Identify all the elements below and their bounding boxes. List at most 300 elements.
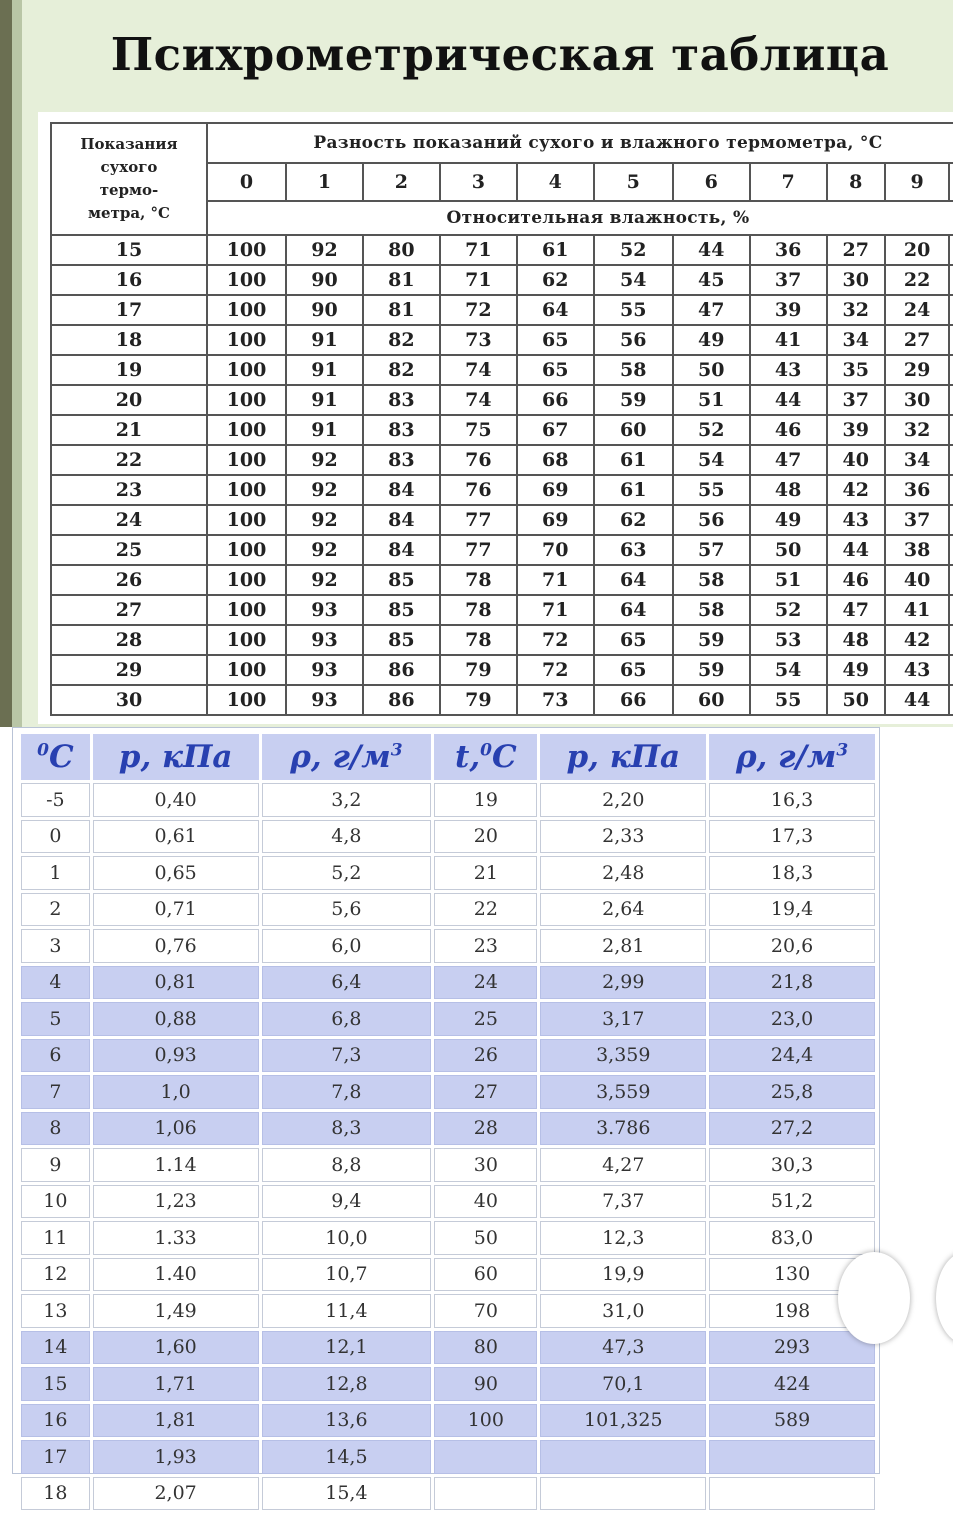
- saturation-cell: 130: [709, 1258, 875, 1292]
- saturation-cell: 1: [21, 856, 90, 890]
- humidity-cell: 37: [750, 265, 827, 295]
- saturation-cell: 5,6: [262, 893, 432, 927]
- humidity-cell: 40: [827, 445, 885, 475]
- saturation-cell: 24: [434, 966, 537, 1000]
- humidity-cell: 78: [440, 565, 517, 595]
- humidity-cell: 100: [207, 685, 286, 715]
- humidity-cell: 100: [207, 595, 286, 625]
- humidity-cell: 32: [827, 295, 885, 325]
- table-row: [51, 295, 953, 325]
- humidity-cell: 49: [750, 505, 827, 535]
- relative-humidity-header: Относительная влажность, %: [207, 201, 953, 235]
- humidity-cell: 67: [517, 415, 594, 445]
- humidity-cell: 74: [440, 385, 517, 415]
- saturation-cell: 0,88: [93, 1002, 259, 1036]
- humidity-cell: 62: [517, 265, 594, 295]
- humidity-cell: 100: [207, 385, 286, 415]
- saturation-cell: 6,8: [262, 1002, 432, 1036]
- difference-header: Разность показаний сухого и влажного термометра, °C: [207, 123, 953, 163]
- saturation-cell: 27: [434, 1075, 537, 1109]
- saturation-cell: 12: [21, 1258, 90, 1292]
- saturation-cell: 293: [709, 1331, 875, 1365]
- table-row: [51, 565, 953, 595]
- saturation-cell: 0,40: [93, 783, 259, 817]
- saturation-cell: 27,2: [709, 1112, 875, 1146]
- humidity-cell: 71: [440, 265, 517, 295]
- humidity-cell: 92: [286, 235, 363, 265]
- saturation-cell: [709, 1440, 875, 1474]
- saturation-cell: 5: [21, 1002, 90, 1036]
- saturation-cell: 2: [21, 893, 90, 927]
- humidity-cell: 61: [594, 475, 673, 505]
- saturation-cell: [540, 1477, 706, 1511]
- humidity-cell: 20: [885, 235, 949, 265]
- saturation-cell: 1,81: [93, 1404, 259, 1438]
- page-title: Психрометрическая таблица: [110, 28, 890, 81]
- header-after: C: [492, 739, 517, 775]
- humidity-cell: 30: [885, 385, 949, 415]
- humidity-cell: 43: [885, 655, 949, 685]
- humidity-cell: 29: [885, 355, 949, 385]
- humidity-cell: 84: [363, 505, 440, 535]
- humidity-cell: 44: [885, 685, 949, 715]
- humidity-cell: 47: [827, 595, 885, 625]
- saturation-cell: 5,2: [262, 856, 432, 890]
- empty-cell: [949, 415, 953, 445]
- humidity-cell: 52: [673, 415, 750, 445]
- saturation-cell: 31,0: [540, 1294, 706, 1328]
- humidity-cell: 58: [673, 595, 750, 625]
- empty-cell: [949, 235, 953, 265]
- empty-cell: [949, 685, 953, 715]
- humidity-cell: 46: [827, 565, 885, 595]
- humidity-cell: 65: [517, 325, 594, 355]
- saturation-cell: 0,71: [93, 893, 259, 927]
- humidity-cell: 44: [827, 535, 885, 565]
- saturation-cell: 17,3: [709, 820, 875, 854]
- humidity-cell: 82: [363, 355, 440, 385]
- empty-cell: [949, 565, 953, 595]
- saturation-cell: 19: [434, 783, 537, 817]
- psychrometric-table: [50, 122, 953, 716]
- saturation-cell: 20,6: [709, 929, 875, 963]
- humidity-cell: 100: [207, 295, 286, 325]
- saturation-cell: 14: [21, 1331, 90, 1365]
- empty-cell: [949, 595, 953, 625]
- saturation-cell: 7,8: [262, 1075, 432, 1109]
- humidity-cell: 38: [885, 535, 949, 565]
- saturation-cell: 30: [434, 1148, 537, 1182]
- table-row: [21, 1294, 875, 1328]
- saturation-header-cell: [540, 734, 706, 780]
- empty-cell: [949, 475, 953, 505]
- saturation-header-cell: [434, 734, 537, 780]
- humidity-cell: 76: [440, 475, 517, 505]
- saturation-cell: 424: [709, 1367, 875, 1401]
- empty-cell: [949, 265, 953, 295]
- saturation-cell: 80: [434, 1331, 537, 1365]
- saturation-cell: 1,06: [93, 1112, 259, 1146]
- table-row: [21, 1367, 875, 1401]
- humidity-cell: 91: [286, 325, 363, 355]
- saturation-cell: 1.33: [93, 1221, 259, 1255]
- left-decor-strip-light: [12, 0, 22, 727]
- table-row: [51, 475, 953, 505]
- saturation-cell: 1,49: [93, 1294, 259, 1328]
- humidity-cell: 34: [885, 445, 949, 475]
- humidity-cell: 52: [594, 235, 673, 265]
- humidity-cell: 91: [286, 385, 363, 415]
- table-row: [51, 595, 953, 625]
- humidity-cell: 64: [594, 595, 673, 625]
- saturation-cell: 8: [21, 1112, 90, 1146]
- saturation-header-cell: [93, 734, 259, 780]
- corner-line: сухого: [100, 158, 158, 176]
- humidity-cell: 86: [363, 685, 440, 715]
- humidity-cell: 39: [827, 415, 885, 445]
- saturation-cell: 3,359: [540, 1039, 706, 1073]
- humidity-cell: 92: [286, 505, 363, 535]
- saturation-cell: 30,3: [709, 1148, 875, 1182]
- saturation-cell: 1.40: [93, 1258, 259, 1292]
- humidity-cell: 65: [517, 355, 594, 385]
- humidity-cell: 92: [286, 535, 363, 565]
- humidity-cell: 91: [286, 415, 363, 445]
- diff-cell: 1: [286, 163, 363, 201]
- diff-cell: 6: [673, 163, 750, 201]
- humidity-cell: 82: [363, 325, 440, 355]
- humidity-cell: 37: [827, 385, 885, 415]
- humidity-cell: 70: [517, 535, 594, 565]
- saturation-cell: 0,65: [93, 856, 259, 890]
- humidity-cell: 77: [440, 535, 517, 565]
- overlay-circle-edge[interactable]: [936, 1252, 953, 1344]
- humidity-cell: 42: [827, 475, 885, 505]
- table-row: [51, 445, 953, 475]
- dry-temp-cell: 20: [51, 385, 207, 415]
- table-row: [51, 235, 953, 265]
- saturation-cell: -5: [21, 783, 90, 817]
- table-row: [21, 1112, 875, 1146]
- humidity-cell: 45: [673, 265, 750, 295]
- humidity-cell: 92: [286, 445, 363, 475]
- saturation-cell: 11: [21, 1221, 90, 1255]
- saturation-cell: 13: [21, 1294, 90, 1328]
- saturation-cell: 3.786: [540, 1112, 706, 1146]
- humidity-cell: 78: [440, 595, 517, 625]
- empty-cell: [949, 625, 953, 655]
- humidity-cell: 56: [673, 505, 750, 535]
- saturation-cell: 70: [434, 1294, 537, 1328]
- humidity-cell: 41: [885, 595, 949, 625]
- saturation-cell: 25,8: [709, 1075, 875, 1109]
- saturation-cell: 3,2: [262, 783, 432, 817]
- humidity-cell: 78: [440, 625, 517, 655]
- humidity-cell: 83: [363, 385, 440, 415]
- saturation-cell: 23: [434, 929, 537, 963]
- saturation-cell: 6: [21, 1039, 90, 1073]
- saturation-cell: 2,64: [540, 893, 706, 927]
- humidity-cell: 30: [827, 265, 885, 295]
- humidity-cell: 37: [885, 505, 949, 535]
- diff-cell: 7: [750, 163, 827, 201]
- table-row: [21, 1258, 875, 1292]
- saturation-cell: 9: [21, 1148, 90, 1182]
- dry-thermometer-header: [51, 123, 207, 235]
- humidity-cell: 43: [750, 355, 827, 385]
- humidity-cell: 63: [594, 535, 673, 565]
- humidity-cell: 36: [885, 475, 949, 505]
- saturation-cell: 10,0: [262, 1221, 432, 1255]
- humidity-cell: 100: [207, 445, 286, 475]
- saturation-cell: 6,0: [262, 929, 432, 963]
- saturation-cell: 60: [434, 1258, 537, 1292]
- humidity-cell: 100: [207, 325, 286, 355]
- table-row: [21, 966, 875, 1000]
- saturation-cell: 2,99: [540, 966, 706, 1000]
- left-decor-strip: [0, 0, 12, 727]
- humidity-cell: 64: [594, 565, 673, 595]
- header-base: ρ, г/м: [735, 739, 837, 775]
- humidity-cell: 61: [594, 445, 673, 475]
- table-row: [51, 535, 953, 565]
- humidity-cell: 51: [750, 565, 827, 595]
- saturation-cell: 70,1: [540, 1367, 706, 1401]
- humidity-cell: 66: [517, 385, 594, 415]
- saturation-cell: 4,8: [262, 820, 432, 854]
- saturation-header-row: [21, 734, 875, 780]
- humidity-cell: 49: [827, 655, 885, 685]
- table-row: [21, 1477, 875, 1511]
- humidity-cell: 93: [286, 655, 363, 685]
- empty-cell: [949, 535, 953, 565]
- humidity-cell: 62: [594, 505, 673, 535]
- saturation-cell: [540, 1440, 706, 1474]
- dry-temp-cell: 17: [51, 295, 207, 325]
- saturation-cell: 7,37: [540, 1185, 706, 1219]
- humidity-cell: 59: [673, 625, 750, 655]
- humidity-cell: 27: [885, 325, 949, 355]
- humidity-cell: 100: [207, 235, 286, 265]
- humidity-cell: 86: [363, 655, 440, 685]
- humidity-cell: 24: [885, 295, 949, 325]
- humidity-cell: 48: [827, 625, 885, 655]
- saturation-cell: 16: [21, 1404, 90, 1438]
- humidity-cell: 84: [363, 535, 440, 565]
- humidity-cell: 69: [517, 475, 594, 505]
- saturation-cell: 8,8: [262, 1148, 432, 1182]
- dry-temp-cell: 15: [51, 235, 207, 265]
- saturation-header-cell: [262, 734, 432, 780]
- header-base: p, кПа: [118, 739, 233, 775]
- empty-cell: [949, 325, 953, 355]
- humidity-cell: 41: [750, 325, 827, 355]
- humidity-cell: 61: [517, 235, 594, 265]
- empty-cell: [949, 505, 953, 535]
- table-row: [51, 385, 953, 415]
- humidity-cell: 65: [594, 625, 673, 655]
- humidity-cell: 93: [286, 625, 363, 655]
- humidity-cell: 71: [517, 595, 594, 625]
- table-row: [21, 1404, 875, 1438]
- humidity-cell: 92: [286, 475, 363, 505]
- humidity-cell: 55: [594, 295, 673, 325]
- saturation-cell: 28: [434, 1112, 537, 1146]
- header-sup: 3: [836, 740, 849, 761]
- humidity-cell: 71: [517, 565, 594, 595]
- empty-cell: [949, 355, 953, 385]
- humidity-cell: 92: [286, 565, 363, 595]
- diff-cell: 4: [517, 163, 594, 201]
- humidity-cell: 71: [440, 235, 517, 265]
- humidity-cell: 85: [363, 565, 440, 595]
- saturation-cell: 0: [21, 820, 90, 854]
- humidity-cell: 60: [673, 685, 750, 715]
- saturation-cell: [434, 1477, 537, 1511]
- dry-temp-cell: 23: [51, 475, 207, 505]
- corner-line: термо-: [99, 181, 159, 199]
- saturation-cell: 2,20: [540, 783, 706, 817]
- table-row: [51, 655, 953, 685]
- saturation-cell: 1,93: [93, 1440, 259, 1474]
- table-row: [21, 1002, 875, 1036]
- saturation-cell: 18: [21, 1477, 90, 1511]
- psy-header-row: [51, 123, 953, 163]
- humidity-cell: 93: [286, 595, 363, 625]
- humidity-cell: 40: [885, 565, 949, 595]
- saturation-cell: 589: [709, 1404, 875, 1438]
- saturation-cell: 0,81: [93, 966, 259, 1000]
- saturation-cell: 21,8: [709, 966, 875, 1000]
- saturation-cell: 3,17: [540, 1002, 706, 1036]
- humidity-cell: 72: [440, 295, 517, 325]
- humidity-cell: 93: [286, 685, 363, 715]
- humidity-cell: 35: [827, 355, 885, 385]
- saturation-cell: 23,0: [709, 1002, 875, 1036]
- dry-temp-cell: 25: [51, 535, 207, 565]
- saturation-cell: 19,9: [540, 1258, 706, 1292]
- saturation-cell: 26: [434, 1039, 537, 1073]
- humidity-cell: 83: [363, 415, 440, 445]
- saturation-table: [18, 731, 878, 1513]
- saturation-cell: [709, 1477, 875, 1511]
- saturation-cell: 90: [434, 1367, 537, 1401]
- dry-temp-cell: 16: [51, 265, 207, 295]
- header-after: C: [48, 739, 74, 775]
- humidity-cell: 85: [363, 595, 440, 625]
- saturation-cell: 3,559: [540, 1075, 706, 1109]
- humidity-cell: 81: [363, 265, 440, 295]
- saturation-cell: 40: [434, 1185, 537, 1219]
- humidity-cell: 81: [363, 295, 440, 325]
- humidity-cell: 79: [440, 655, 517, 685]
- table-row: [21, 1148, 875, 1182]
- humidity-cell: 50: [673, 355, 750, 385]
- saturation-cell: 1,71: [93, 1367, 259, 1401]
- humidity-cell: 32: [885, 415, 949, 445]
- humidity-cell: 44: [673, 235, 750, 265]
- humidity-cell: 79: [440, 685, 517, 715]
- humidity-cell: 59: [594, 385, 673, 415]
- humidity-cell: 59: [673, 655, 750, 685]
- humidity-cell: 50: [750, 535, 827, 565]
- saturation-cell: 15,4: [262, 1477, 432, 1511]
- saturation-cell: 2,33: [540, 820, 706, 854]
- humidity-cell: 100: [207, 655, 286, 685]
- humidity-cell: 73: [517, 685, 594, 715]
- humidity-cell: 56: [594, 325, 673, 355]
- humidity-cell: 46: [750, 415, 827, 445]
- table-row: [21, 1039, 875, 1073]
- overlay-circle[interactable]: [838, 1252, 910, 1344]
- header-base: t,: [455, 739, 481, 775]
- saturation-cell: 1,0: [93, 1075, 259, 1109]
- saturation-cell: [434, 1440, 537, 1474]
- humidity-cell: 100: [207, 505, 286, 535]
- humidity-cell: 51: [673, 385, 750, 415]
- table-row: [21, 856, 875, 890]
- humidity-cell: 76: [440, 445, 517, 475]
- table-row: [21, 1221, 875, 1255]
- humidity-cell: 42: [885, 625, 949, 655]
- dry-temp-cell: 26: [51, 565, 207, 595]
- humidity-cell: 54: [750, 655, 827, 685]
- saturation-cell: 0,61: [93, 820, 259, 854]
- saturation-cell: 47,3: [540, 1331, 706, 1365]
- saturation-cell: 13,6: [262, 1404, 432, 1438]
- humidity-cell: 72: [517, 655, 594, 685]
- table-row: [21, 1075, 875, 1109]
- saturation-cell: 22: [434, 893, 537, 927]
- saturation-cell: 25: [434, 1002, 537, 1036]
- humidity-cell: 55: [673, 475, 750, 505]
- diff-cell: 5: [594, 163, 673, 201]
- humidity-cell: 100: [207, 475, 286, 505]
- humidity-cell: 36: [750, 235, 827, 265]
- humidity-cell: 68: [517, 445, 594, 475]
- humidity-cell: 54: [673, 445, 750, 475]
- dry-temp-cell: 24: [51, 505, 207, 535]
- humidity-cell: 52: [750, 595, 827, 625]
- saturation-cell: 83,0: [709, 1221, 875, 1255]
- saturation-cell: 198: [709, 1294, 875, 1328]
- dry-temp-cell: 19: [51, 355, 207, 385]
- saturation-cell: 3: [21, 929, 90, 963]
- saturation-cell: 1.14: [93, 1148, 259, 1182]
- saturation-cell: 8,3: [262, 1112, 432, 1146]
- empty-cell: [949, 385, 953, 415]
- saturation-cell: 11,4: [262, 1294, 432, 1328]
- saturation-cell: 1,60: [93, 1331, 259, 1365]
- dry-temp-cell: 18: [51, 325, 207, 355]
- header-sup: 0: [480, 740, 492, 761]
- dry-temp-cell: 27: [51, 595, 207, 625]
- humidity-cell: 72: [517, 625, 594, 655]
- diff-cell: 0: [207, 163, 286, 201]
- humidity-cell: 100: [207, 535, 286, 565]
- psychrometric-table-wrap: [38, 112, 953, 724]
- dry-temp-cell: 30: [51, 685, 207, 715]
- header-base: p, кПа: [566, 739, 681, 775]
- humidity-cell: 34: [827, 325, 885, 355]
- saturation-cell: 18,3: [709, 856, 875, 890]
- header-base: ρ, г/м: [290, 739, 391, 775]
- empty-cell: [949, 445, 953, 475]
- saturation-cell: 2,07: [93, 1477, 259, 1511]
- corner-line: метра, °C: [88, 204, 170, 222]
- table-row: [51, 505, 953, 535]
- dry-temp-cell: 28: [51, 625, 207, 655]
